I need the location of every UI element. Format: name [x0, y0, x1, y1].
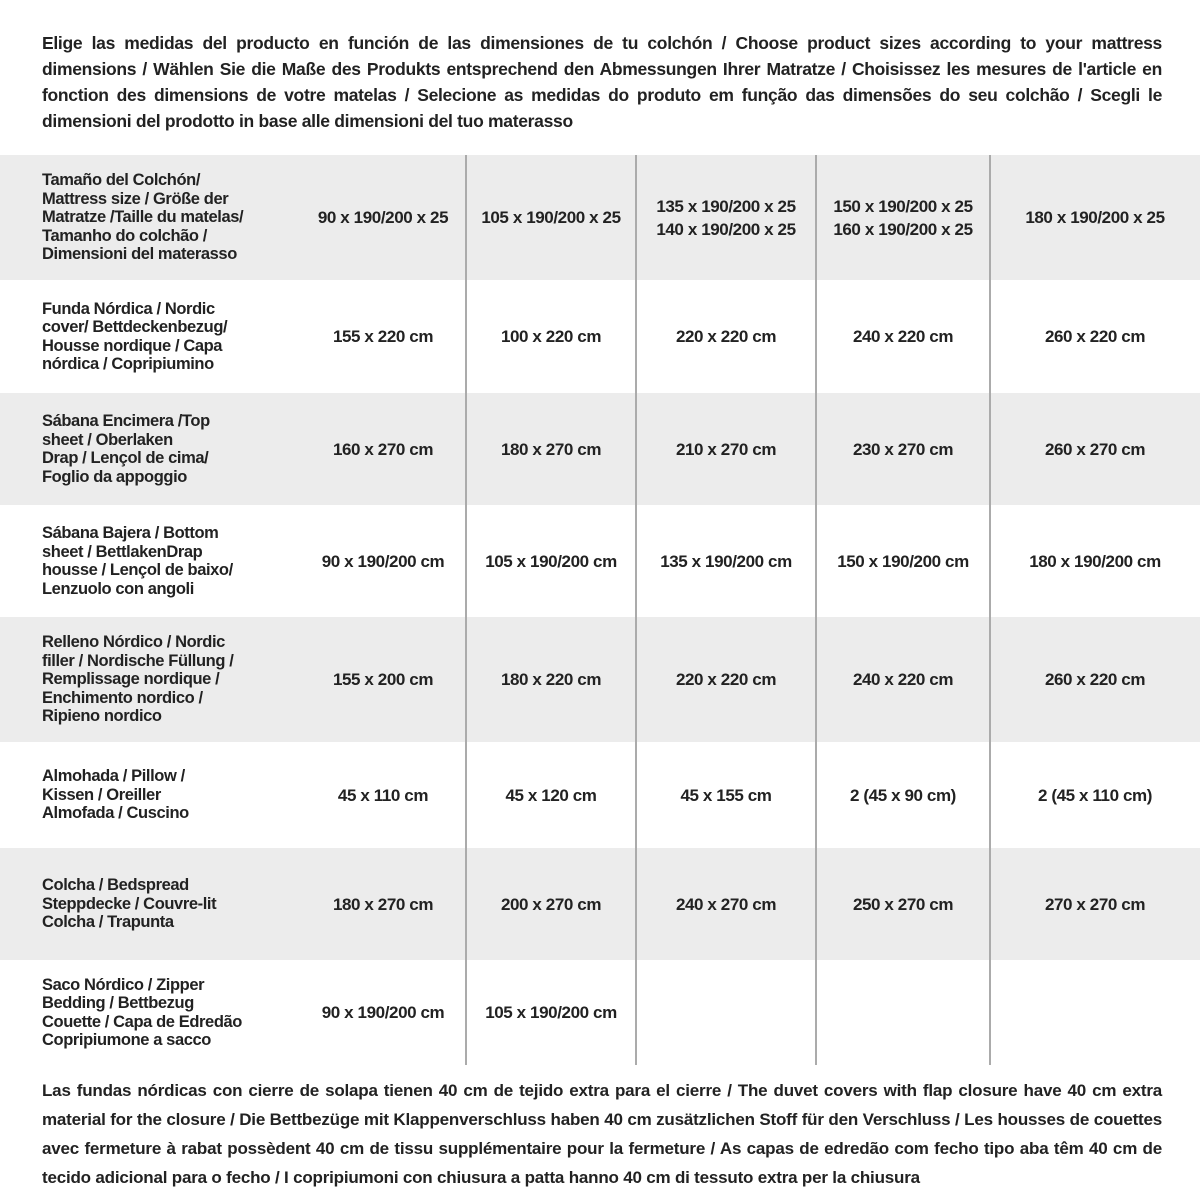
label-line: Foglio da appoggio: [42, 467, 187, 486]
size-cell: [636, 960, 816, 1065]
label-line: Drap / Lençol de cima/: [42, 449, 209, 467]
label-line: Tamaño del Colchón/: [42, 171, 201, 190]
label-line: Ripieno nordico: [42, 707, 162, 726]
label-line: Sábana Bajera / Bottom: [42, 524, 219, 542]
size-value: 260 x 270 cm: [1044, 439, 1146, 459]
table-row-bedspread: [0, 848, 1200, 960]
size-value: 105 x 190/200 cm: [485, 1003, 617, 1022]
label-line: Couette / Capa de Edredão: [42, 1012, 242, 1031]
table-row-pillow: [0, 742, 1200, 848]
size-value: 45 x 120 cm: [505, 785, 597, 805]
label-line: Sábana Encimera /Top: [42, 412, 210, 430]
column-divider: [465, 155, 467, 1065]
size-value: 230 x 270 cm: [852, 439, 954, 459]
size-cell: [466, 848, 636, 960]
size-cell: [636, 393, 816, 505]
label-line: Tamanho do colchão /: [42, 226, 207, 245]
size-value: 260 x 220 cm: [1044, 670, 1146, 689]
size-cell: [636, 848, 816, 960]
label-line: Relleno Nórdico / Nordic: [42, 633, 225, 652]
size-value: 160 x 270 cm: [332, 439, 434, 459]
size-value: 100 x 220 cm: [500, 327, 602, 346]
size-cell: [990, 393, 1200, 505]
size-value: 250 x 270 cm: [852, 894, 954, 914]
size-value: 180 x 190/200 cm: [1029, 551, 1161, 571]
size-cell: [466, 280, 636, 393]
table-row-mattress-size: [0, 155, 1200, 280]
size-value: 220 x 220 cm: [675, 670, 777, 689]
size-value: 135 x 190/200 x 25: [656, 196, 796, 216]
size-cell: [300, 848, 466, 960]
size-cell: [990, 155, 1200, 280]
size-value: 180 x 270 cm: [500, 439, 602, 459]
row-label-nordic-cover: [0, 280, 300, 393]
label-line: housse / Lençol de baixo/: [42, 561, 233, 579]
row-label-pillow: [0, 742, 300, 848]
size-cell: [990, 960, 1200, 1065]
label-line: Bedding / Bettbezug: [42, 994, 194, 1012]
size-cell: [816, 617, 990, 742]
label-line: Kissen / Oreiller: [42, 785, 161, 804]
table-row-top-sheet: [0, 393, 1200, 505]
column-divider: [815, 155, 817, 1065]
label-line: Housse nordique / Capa: [42, 336, 223, 355]
label-line: sheet / BettlakenDrap: [42, 542, 203, 561]
label-line: Colcha / Trapunta: [42, 913, 174, 932]
size-table: [0, 155, 1200, 1065]
label-line: sheet / Oberlaken: [42, 430, 173, 449]
label-line: Remplissage nordique /: [42, 670, 220, 689]
size-cell: [300, 505, 466, 617]
label-line: Lenzuolo con angoli: [42, 579, 194, 598]
size-value: 240 x 220 cm: [852, 670, 954, 689]
size-cell: [300, 393, 466, 505]
size-value: 140 x 190/200 x 25: [656, 219, 796, 239]
size-value: 155 x 200 cm: [332, 670, 434, 689]
label-line: filler / Nordische Füllung /: [42, 651, 234, 670]
size-cell: [636, 742, 816, 848]
size-value: 105 x 190/200 x 25: [481, 208, 621, 227]
size-cell: [300, 742, 466, 848]
size-cell: [636, 617, 816, 742]
label-line: Matratze /Taille du matelas/: [42, 208, 244, 227]
size-cell: [990, 617, 1200, 742]
label-line: nórdica / Copripiumino: [42, 355, 214, 373]
label-line: Dimensioni del materasso: [42, 245, 237, 264]
label-line: Almohada / Pillow /: [42, 767, 185, 786]
label-line: Copripiumone a sacco: [42, 1031, 211, 1049]
size-cell: [990, 742, 1200, 848]
size-value: 160 x 190/200 x 25: [833, 219, 973, 239]
label-line: Funda Nórdica / Nordic: [42, 299, 215, 318]
table-row-bottom-sheet: [0, 505, 1200, 617]
size-value: 90 x 190/200 cm: [321, 551, 445, 571]
size-cell: [300, 617, 466, 742]
size-cell: [816, 393, 990, 505]
label-line: Almofada / Cuscino: [42, 804, 189, 823]
label-line: cover/ Bettdeckenbezug/: [42, 318, 228, 336]
table-row-nordic-filler: [0, 617, 1200, 742]
size-value: 220 x 220 cm: [675, 327, 777, 346]
row-label-mattress-size: [0, 155, 300, 280]
size-value: 270 x 270 cm: [1044, 894, 1146, 914]
size-cell: [990, 280, 1200, 393]
size-cell: [636, 155, 816, 280]
label-line: Saco Nórdico / Zipper: [42, 975, 205, 994]
row-label-nordic-filler: [0, 617, 300, 742]
size-cell: [636, 505, 816, 617]
size-value: 45 x 110 cm: [337, 785, 429, 805]
size-cell: [300, 280, 466, 393]
size-cell: [466, 505, 636, 617]
table-row-nordic-cover: [0, 280, 1200, 393]
size-cell: [466, 960, 636, 1065]
size-value: 90 x 190/200 cm: [321, 1003, 445, 1022]
size-value: 155 x 220 cm: [332, 327, 434, 346]
size-cell: [816, 280, 990, 393]
size-cell: [300, 155, 466, 280]
size-cell: [466, 393, 636, 505]
size-value: 90 x 190/200 x 25: [317, 208, 449, 227]
size-cell: [816, 505, 990, 617]
size-value: 105 x 190/200 cm: [485, 551, 617, 571]
size-value: 45 x 155 cm: [680, 785, 772, 805]
size-cell: [990, 848, 1200, 960]
label-line: Colcha / Bedspread: [42, 876, 189, 895]
label-line: Enchimento nordico /: [42, 688, 203, 707]
size-cell: [466, 742, 636, 848]
size-cell: [990, 505, 1200, 617]
size-value: 240 x 220 cm: [852, 327, 954, 346]
size-value: 180 x 220 cm: [500, 670, 602, 689]
size-cell: [816, 848, 990, 960]
size-value: 150 x 190/200 cm: [837, 551, 969, 571]
size-value: 180 x 270 cm: [332, 894, 434, 914]
size-cell: [816, 155, 990, 280]
row-label-zipper-bedding: [0, 960, 300, 1065]
size-value: 2 (45 x 110 cm): [1037, 785, 1153, 805]
label-line: Mattress size / Größe der: [42, 189, 229, 208]
table-row-zipper-bedding: [0, 960, 1200, 1065]
size-cell: [466, 617, 636, 742]
size-cell: [300, 960, 466, 1065]
size-value: 2 (45 x 90 cm): [850, 785, 956, 805]
column-divider: [989, 155, 991, 1065]
footer-note: Las fundas nórdicas con cierre de solapa tienen 40 cm de tejido extra para el cierre / The duvet covers with flap closure have 40 cm extra material for the closure / Die Bettbezüge mit Klappenverschluss haben 40 cm zusätzlichen Stoff für den Verschluss / Les housses de couettes avec fermeture à rabat possèdent 40 cm de tissu supplémentaire pour la fermeture / As capas de edredão com fecho tipo aba têm 40 cm de tecido adicional para o fecho / I copripiumoni con chiusura a patta hanno 40 cm di tessuto extra per la chiusura: [42, 1081, 1162, 1187]
size-cell: [466, 155, 636, 280]
size-value: 210 x 270 cm: [675, 439, 777, 459]
size-cell: [816, 960, 990, 1065]
size-value: 180 x 190/200 x 25: [1025, 208, 1165, 227]
row-label-bedspread: [0, 848, 300, 960]
size-value: 135 x 190/200 cm: [660, 551, 792, 571]
row-label-bottom-sheet: [0, 505, 300, 617]
column-divider: [635, 155, 637, 1065]
row-label-top-sheet: [0, 393, 300, 505]
size-value: 150 x 190/200 x 25: [833, 196, 973, 216]
size-cell: [816, 742, 990, 848]
size-cell: [636, 280, 816, 393]
size-value: 260 x 220 cm: [1044, 327, 1146, 346]
intro-text: Elige las medidas del producto en función de las dimensiones de tu colchón / Choose product sizes according to your mattress dimensions / Wählen Sie die Maße des Produkts entsprechend den Abmessungen Ihrer Matratze / Choisissez les mesures de l'article en fonction des dimensions de votre matelas / Selecione as medidas do produto em função das dimensões do seu colchão / Scegli le dimensioni del prodotto in base alle dimensioni del tuo materasso: [42, 33, 1162, 131]
size-value: 200 x 270 cm: [500, 894, 602, 914]
label-line: Steppdecke / Couvre-lit: [42, 894, 217, 913]
size-value: 240 x 270 cm: [675, 894, 777, 914]
